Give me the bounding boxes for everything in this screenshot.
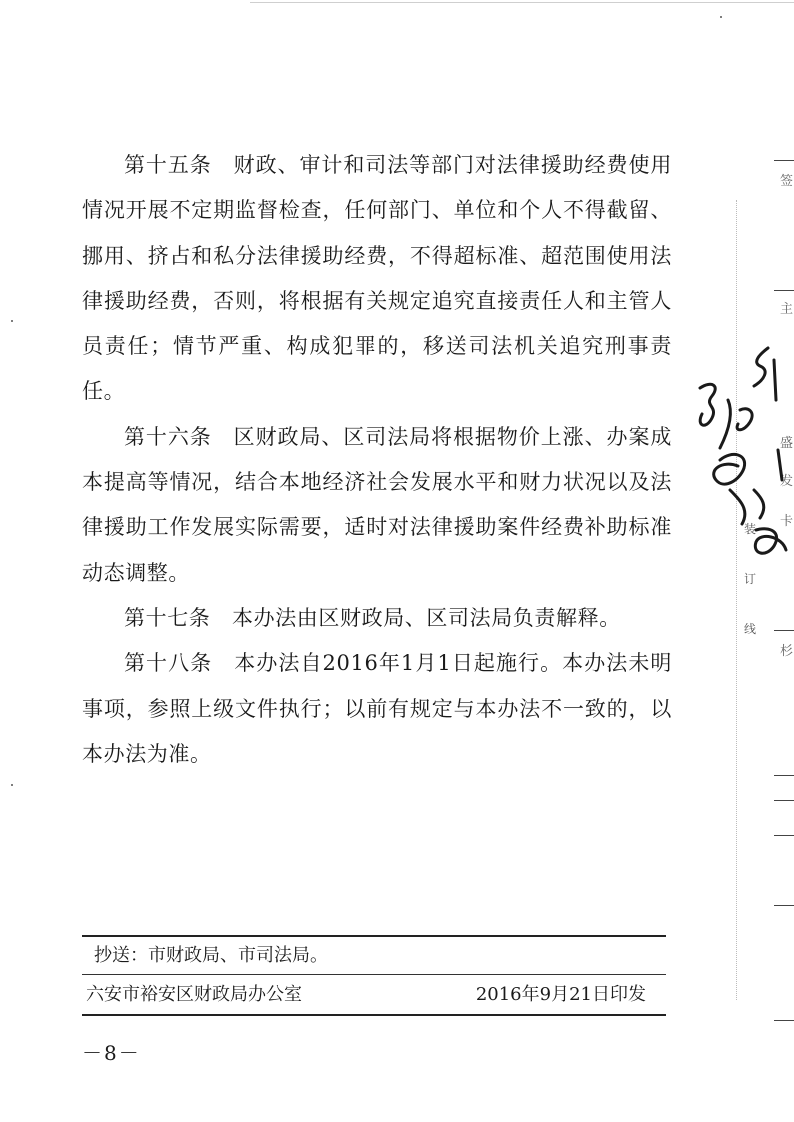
binding-char-zhuang: 装 [744,522,757,536]
edge-mark [774,290,794,291]
issuer-name: 六安市裕安区财政局办公室 [86,984,302,1005]
article-16: 第十六条 区财政局、区司法局将根据物价上涨、办案成本提高等情况，结合本地经济社会发展水平和财力状况以及法律援助工作发展实际需要，适时对法律援助案件经费补助标准动态调整。 [82,424,672,585]
binding-char-xian: 线 [744,622,757,636]
edge-mark [774,905,794,906]
document-footer [82,935,666,1016]
edge-char: 主 [780,302,794,317]
edge-char: 杉 [780,644,794,659]
document-body [82,143,672,777]
issue-date: 2016年9月21日印发 [475,984,646,1005]
edge-mark [774,775,794,776]
page-number: －8－ [82,1041,141,1065]
scan-speck [720,16,722,18]
edge-char: 盛 [780,436,794,451]
binding-line [736,200,738,1000]
footer-bottom-rule [82,1014,666,1016]
edge-mark [774,160,794,161]
edge-mark [774,800,794,801]
edge-char: 签 [780,174,794,189]
edge-mark [774,835,794,836]
article-17: 第十七条 本办法由区财政局、区司法局负责解释。 [124,605,621,630]
scan-speck [11,320,13,322]
article-18: 第十八条 本办法自2016年1月1日起施行。本办法未明事项，参照上级文件执行；以前有规定与本办法不一致的，以本办法为准。 [82,651,672,766]
binding-char-ding: 订 [744,572,757,586]
edge-char: 卡 [780,514,794,529]
issue-line [82,975,666,1014]
scan-speck [11,784,13,786]
cc-line: 抄送：市财政局、市司法局。 [94,945,328,966]
handwritten-signature [690,340,794,570]
edge-char: 发 [780,474,794,489]
edge-mark [774,630,794,631]
edge-mark [774,1020,794,1021]
scan-edge-line [250,2,794,3]
article-15: 第十五条 财政、审计和司法等部门对法律援助经费使用情况开展不定期监督检查，任何部门、单位和个人不得截留、挪用、挤占和私分法律援助经费，不得超标准、超范围使用法律援助经费，否则，将根据有关规定追究直接责任人和主管人员责任；情节严重、构成犯罪的，移送司法机关追究刑事责任。 [82,153,672,404]
